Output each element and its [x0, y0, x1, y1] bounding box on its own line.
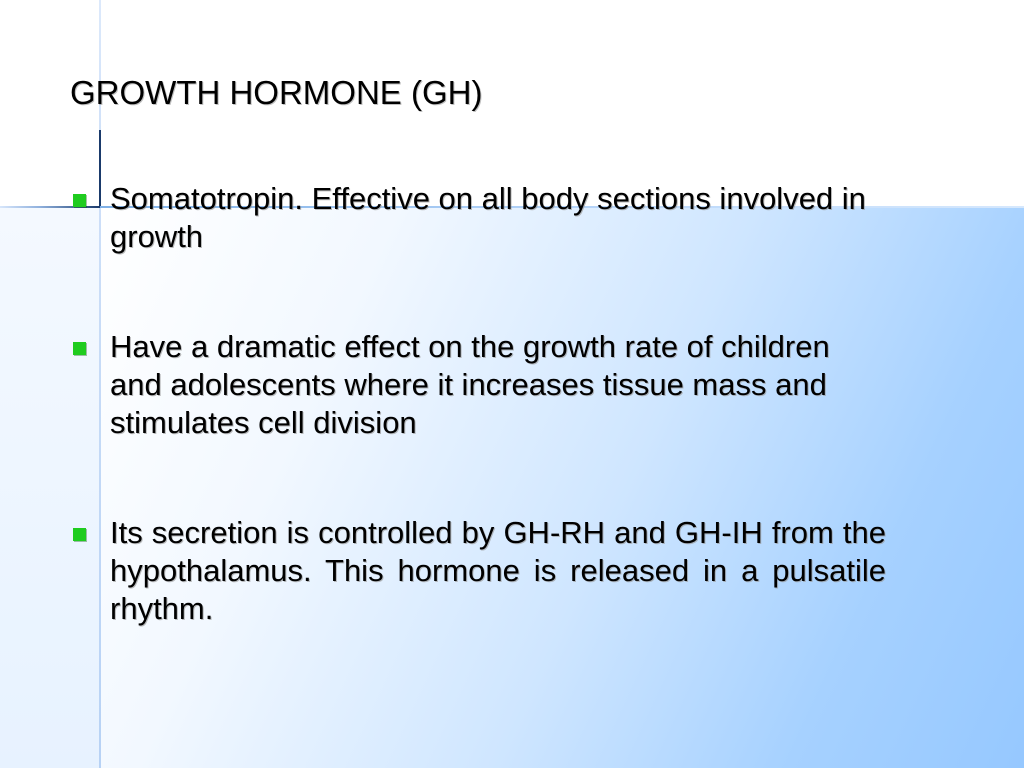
bullet-item-3 [70, 514, 886, 628]
slide-title: GROWTH HORMONE (GH) [70, 74, 483, 111]
bullet-text: Its secretion is controlled by GH-RH and GH-IH from the hypothalamus. This hormone is released in a pulsatile rhythm. [110, 515, 886, 626]
bullet-text: Somatotropin. Effective on all body sections involved in growth [110, 181, 866, 254]
bullet-text: Have a dramatic effect on the growth rate of children and adolescents where it increases tissue mass and stimulates cell division [110, 329, 830, 440]
green-square-bullet-icon [73, 528, 86, 541]
bullet-item-1 [70, 180, 886, 256]
bullet-list [70, 180, 886, 700]
green-square-bullet-icon [73, 342, 86, 355]
bullet-item-2 [70, 328, 886, 442]
green-square-bullet-icon [73, 194, 86, 207]
